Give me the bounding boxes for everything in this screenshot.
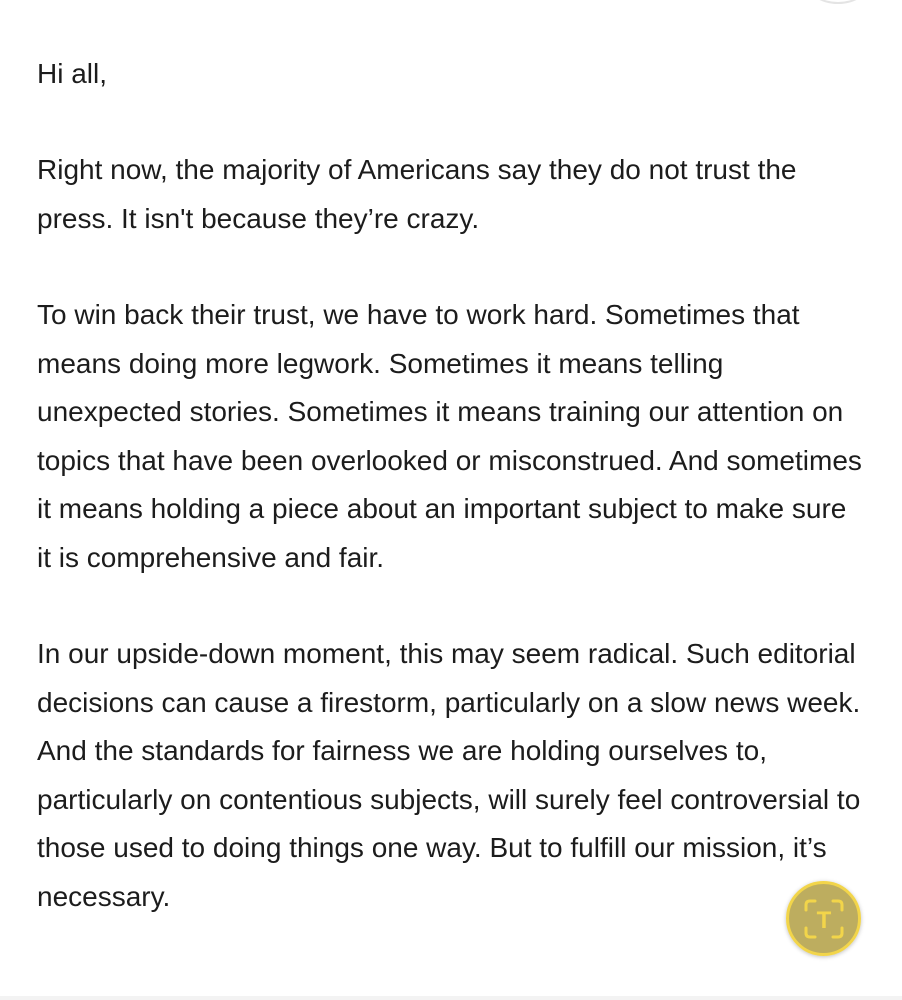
text-scan-button[interactable] xyxy=(786,881,861,956)
email-body xyxy=(37,50,867,921)
email-paragraph-1: Right now, the majority of Americans say they do not trust the press. It isn't because they’re crazy. xyxy=(37,154,797,234)
email-paragraph-3: In our upside-down moment, this may seem radical. Such editorial decisions can cause a firestorm, particularly on a slow news week. And the standards for fairness we are holding ourselves to, particularly on contentious subjects, will surely feel controversial to those used to doing things one way. But to fulfill our mission, it’s necessary. xyxy=(37,638,861,912)
top-corner-button-edge xyxy=(806,0,870,4)
text-scan-glyph: T xyxy=(816,907,832,934)
bottom-edge-divider xyxy=(0,996,902,1000)
email-greeting: Hi all, xyxy=(37,58,108,89)
text-scan-icon xyxy=(802,897,846,941)
email-paragraph-2: To win back their trust, we have to work hard. Sometimes that means doing more legwork. Sometimes it means telling unexpected stories. Sometimes it means training our attention on topics that have been overlooked or misconstrued. And sometimes it means holding a piece about an important subject to make sure it is comprehensive and fair. xyxy=(37,299,862,573)
